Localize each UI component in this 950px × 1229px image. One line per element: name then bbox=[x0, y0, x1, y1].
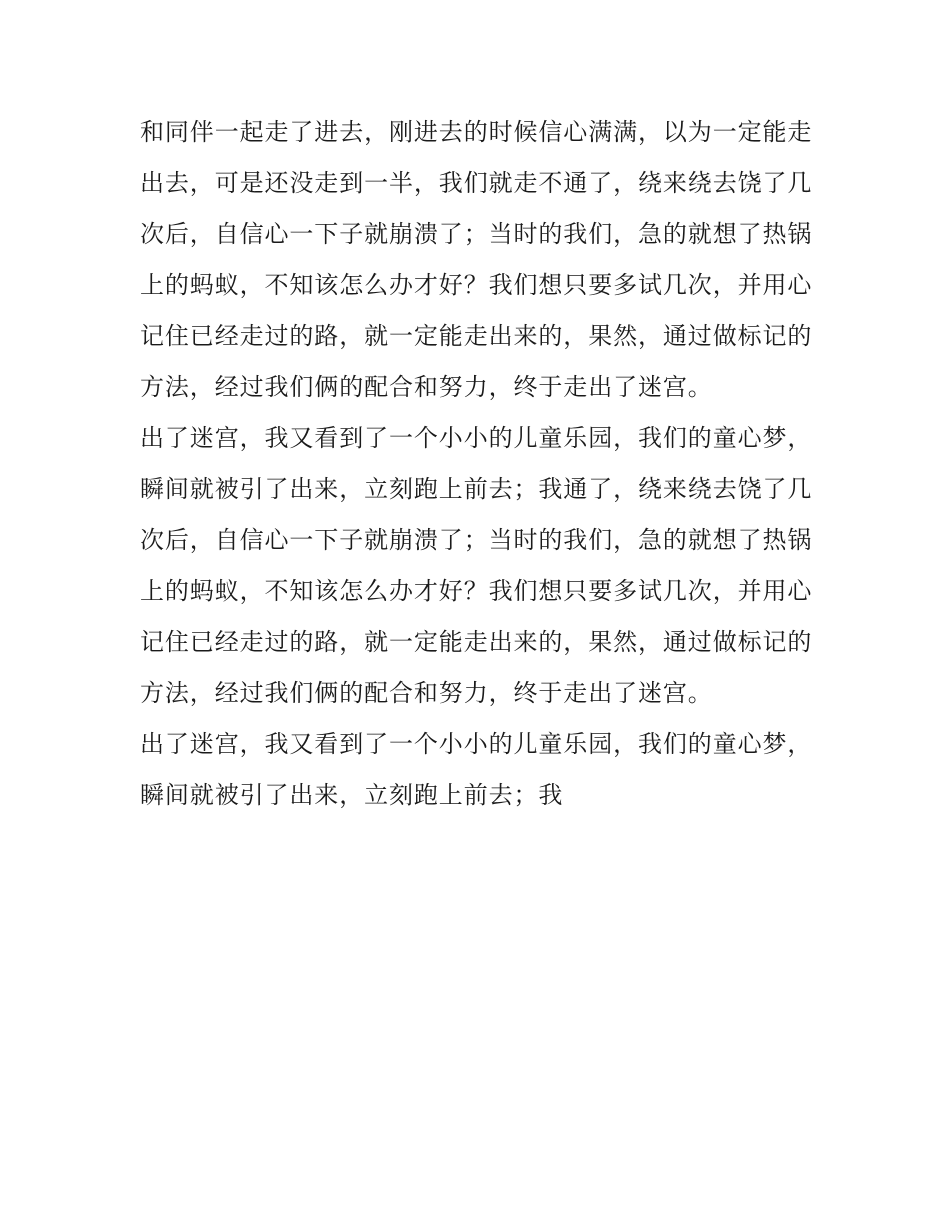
text-line: 记住已经走过的路，就一定能走出来的，果然，通过做标记的 bbox=[140, 322, 813, 350]
text-line: 方法，经过我们俩的配合和努力，终于走出了迷宫。 bbox=[140, 679, 713, 707]
text-line: 次后，自信心一下子就崩溃了；当时的我们，急的就想了热锅 bbox=[140, 526, 813, 554]
text-line: 出去，可是还没走到一半，我们就走不通了，绕来绕去饶了几 bbox=[140, 169, 813, 197]
text-line: 瞬间就被引了出来，立刻跑上前去；我通了，绕来绕去饶了几 bbox=[140, 475, 813, 503]
text-line: 次后，自信心一下子就崩溃了；当时的我们，急的就想了热锅 bbox=[140, 220, 813, 248]
text-line: 记住已经走过的路，就一定能走出来的，果然，通过做标记的 bbox=[140, 628, 813, 656]
text-line: 和同伴一起走了进去，刚进去的时候信心满满，以为一定能走 bbox=[140, 118, 813, 146]
text-line: 上的蚂蚁，不知该怎么办才好？我们想只要多试几次，并用心 bbox=[140, 577, 813, 605]
body-text bbox=[140, 107, 820, 821]
text-line: 出了迷宫，我又看到了一个小小的儿童乐园，我们的童心梦， bbox=[140, 730, 813, 758]
text-line: 瞬间就被引了出来，立刻跑上前去；我 bbox=[140, 781, 564, 809]
text-line: 出了迷宫，我又看到了一个小小的儿童乐园，我们的童心梦， bbox=[140, 424, 813, 452]
text-line: 方法，经过我们俩的配合和努力，终于走出了迷宫。 bbox=[140, 373, 713, 401]
text-line: 上的蚂蚁，不知该怎么办才好？我们想只要多试几次，并用心 bbox=[140, 271, 813, 299]
